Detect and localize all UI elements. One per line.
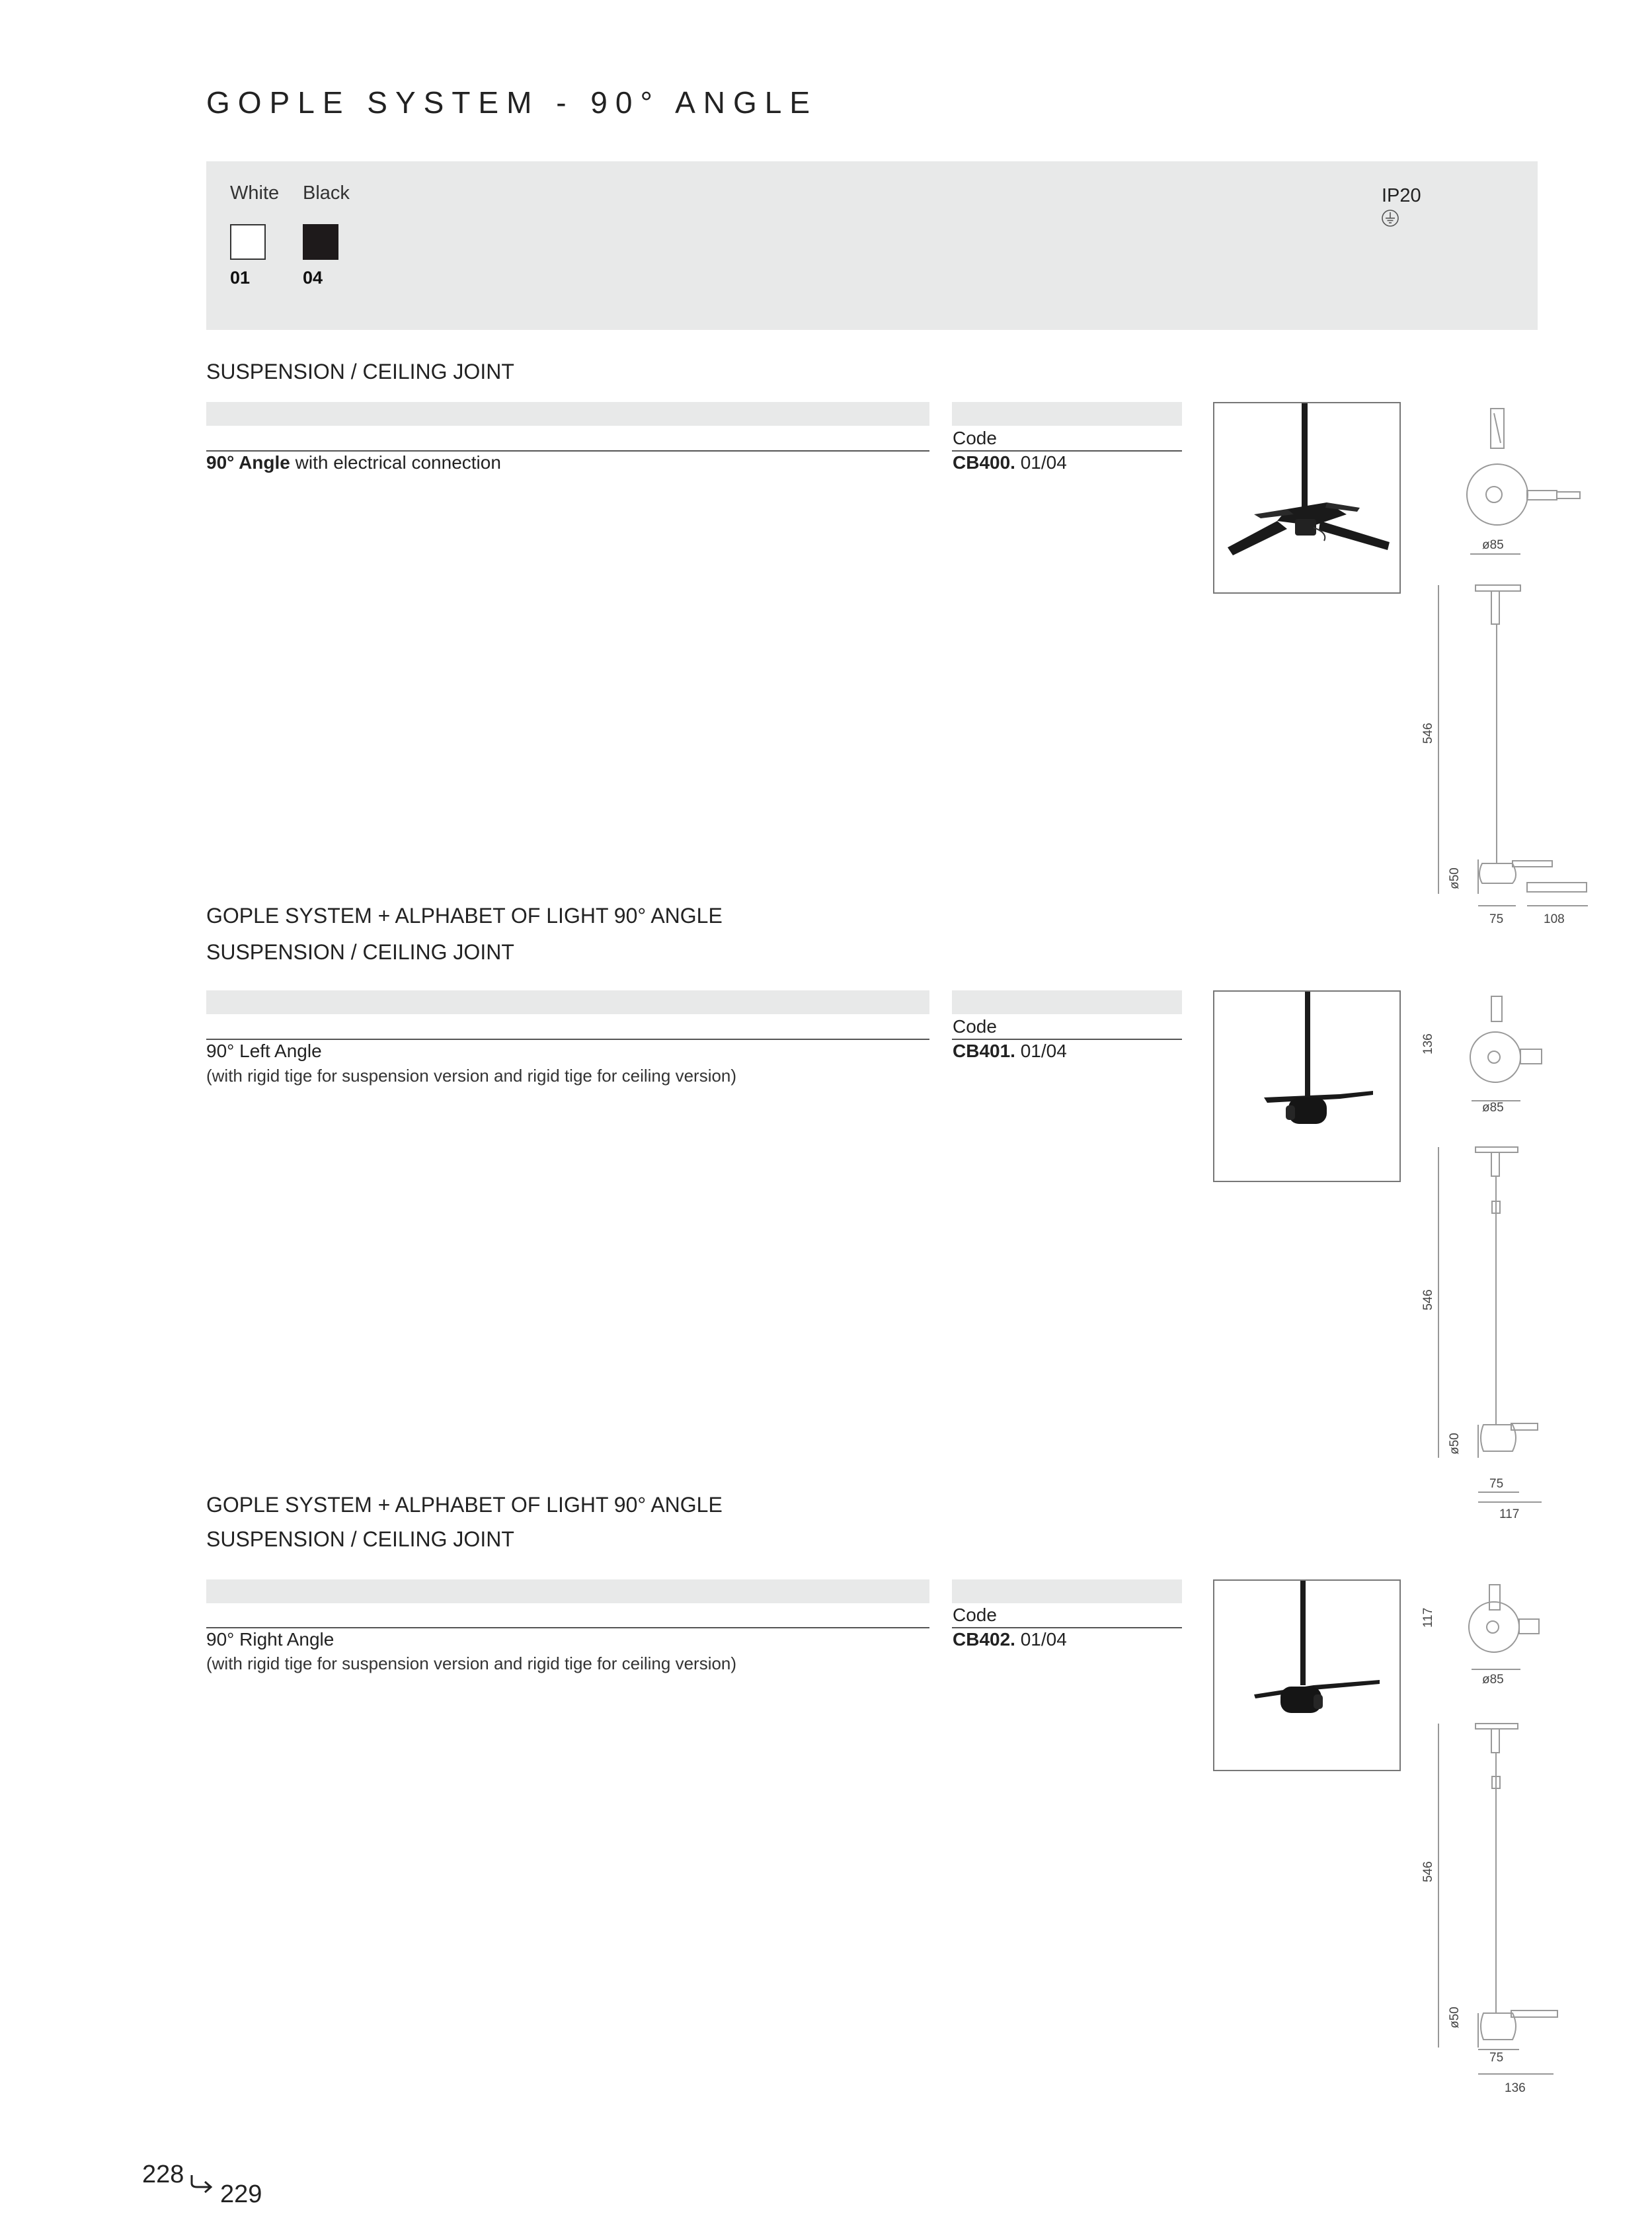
section-subheading: SUSPENSION / CEILING JOINT <box>206 940 514 964</box>
divider <box>952 1627 1182 1628</box>
divider <box>206 1039 929 1040</box>
page-number-right: 229 <box>220 2180 262 2208</box>
dim-diameter-bottom: ø50 <box>1448 1433 1462 1454</box>
ip-rating: IP20 <box>1382 185 1421 206</box>
finish-panel <box>206 161 1538 330</box>
dim-width-b: 136 <box>1505 2081 1526 2095</box>
table-header-bar <box>206 402 929 426</box>
dim-width-a: 75 <box>1489 912 1504 926</box>
code-label: Code <box>953 1016 997 1037</box>
divider <box>206 450 929 452</box>
table-header-bar <box>206 990 929 1014</box>
dim-diameter-bottom: ø50 <box>1448 2007 1462 2028</box>
product-code: CB401. 01/04 <box>953 1041 1067 1061</box>
section-subheading: SUSPENSION / CEILING JOINT <box>206 1527 514 1551</box>
page-number-left: 228 <box>142 2161 184 2188</box>
dim-height: 546 <box>1421 1289 1435 1310</box>
code-label: Code <box>953 428 997 448</box>
white-swatch <box>230 224 266 260</box>
product-photo-cb401 <box>1213 990 1401 1182</box>
section-heading: GOPLE SYSTEM + ALPHABET OF LIGHT 90° ANGLE <box>206 904 723 928</box>
divider <box>952 450 1182 452</box>
dim-height: 546 <box>1421 723 1435 744</box>
technical-drawing-cb402 <box>1428 1577 1593 2119</box>
finish-label-black: Black <box>303 182 350 204</box>
dim-width-b: 117 <box>1499 1507 1520 1521</box>
code-header-bar <box>952 1579 1182 1603</box>
section-subheading: SUSPENSION / CEILING JOINT <box>206 360 514 383</box>
dim-width-a: 75 <box>1489 2051 1504 2065</box>
dim-diameter-bottom: ø50 <box>1448 867 1462 889</box>
code-header-bar <box>952 402 1182 426</box>
finish-code-black: 04 <box>303 268 323 288</box>
product-code: CB402. 01/04 <box>953 1629 1067 1650</box>
divider <box>952 1039 1182 1040</box>
product-detail: (with rigid tige for suspension version and rigid tige for ceiling version) <box>206 1066 737 1086</box>
code-label: Code <box>953 1605 997 1625</box>
finish-label-white: White <box>230 182 280 204</box>
dim-diameter-top: ø85 <box>1482 1101 1504 1115</box>
dim-height: 546 <box>1421 1861 1435 1882</box>
table-header-bar <box>206 1579 929 1603</box>
product-description: 90° Angle with electrical connection <box>206 452 501 473</box>
black-swatch <box>303 224 338 260</box>
finish-code-white: 01 <box>230 268 251 288</box>
product-code: CB400. 01/04 <box>953 452 1067 473</box>
technical-drawing-cb400 <box>1428 397 1593 939</box>
code-header-bar <box>952 990 1182 1014</box>
ground-symbol-icon <box>1381 209 1399 227</box>
page-title: GOPLE SYSTEM - 90° ANGLE <box>206 85 818 120</box>
dim-diameter-top: ø85 <box>1482 1673 1504 1687</box>
dim-diameter-top: ø85 <box>1482 538 1504 552</box>
product-photo-cb402 <box>1213 1579 1401 1771</box>
dim-width-a: 75 <box>1489 1477 1504 1491</box>
dim-side: 117 <box>1421 1607 1435 1628</box>
dim-width-b: 108 <box>1544 912 1565 926</box>
section-heading: GOPLE SYSTEM + ALPHABET OF LIGHT 90° ANGLE <box>206 1493 723 1517</box>
product-detail: (with rigid tige for suspension version and rigid tige for ceiling version) <box>206 1653 737 1673</box>
dim-side: 136 <box>1421 1033 1435 1055</box>
product-photo-cb400 <box>1213 402 1401 594</box>
divider <box>206 1627 929 1628</box>
product-description: 90° Right Angle <box>206 1629 334 1650</box>
product-description: 90° Left Angle <box>206 1041 322 1061</box>
page-turn-arrow-icon <box>189 2174 216 2195</box>
